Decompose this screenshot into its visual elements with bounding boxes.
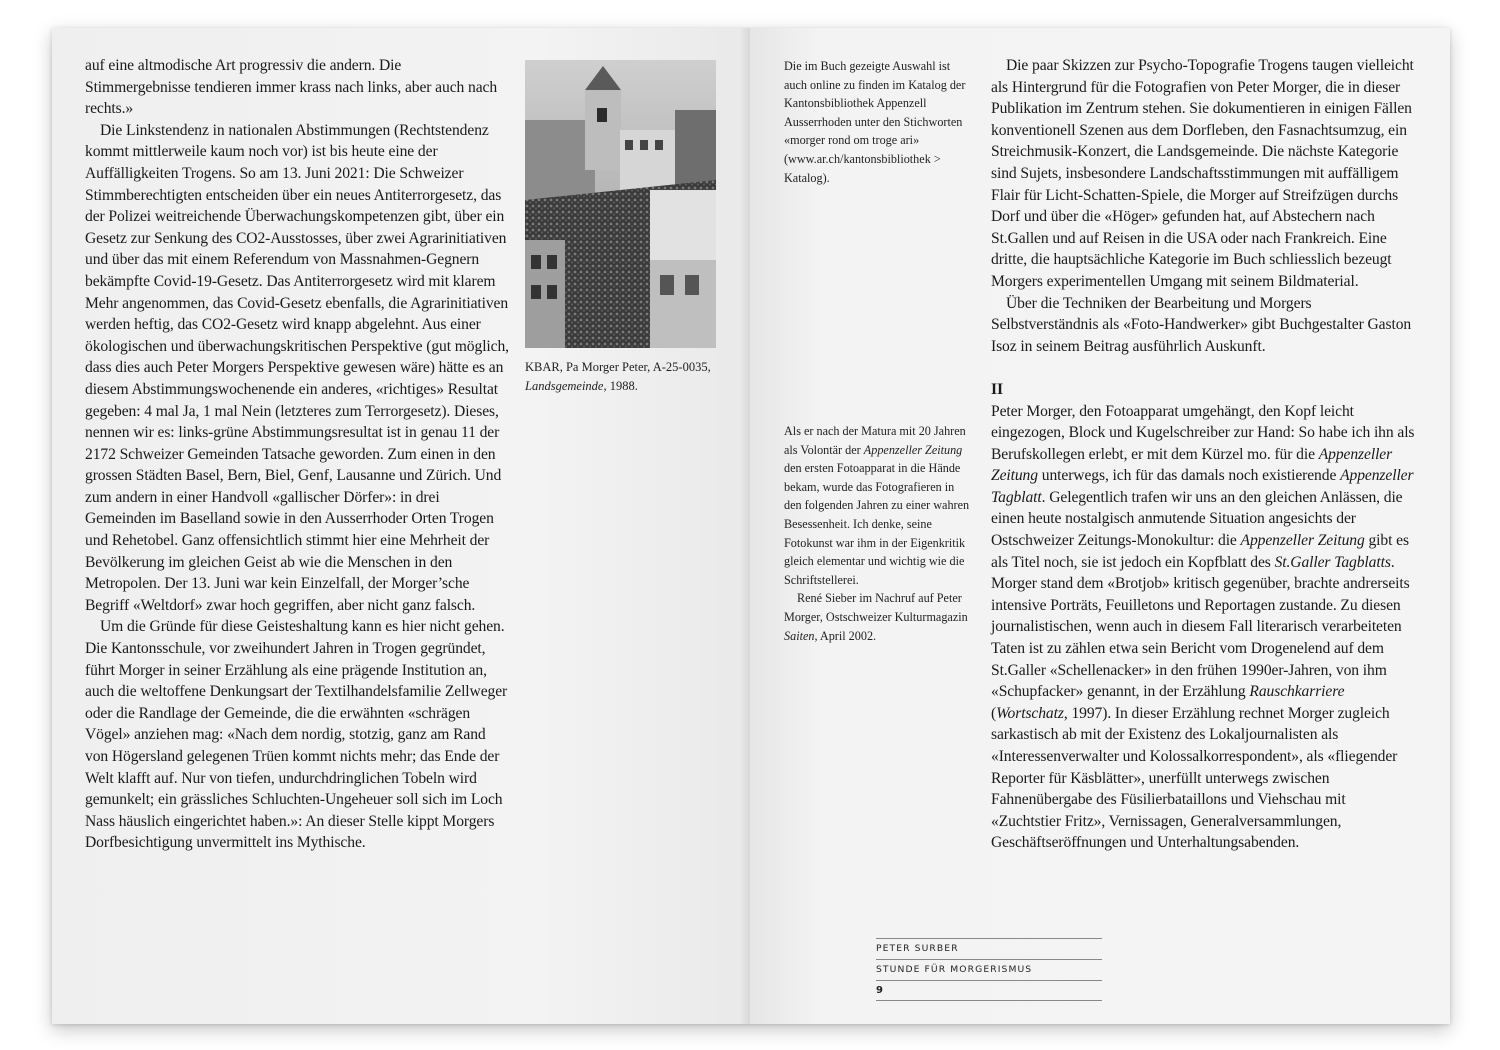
left-page	[52, 28, 750, 1024]
page-number: 9	[876, 980, 1102, 1001]
p3-text: . Gelegentlich trafen wir uns an den gleichen Anlässen, die einen heute nostalgisch anmutende Situation angesichts der Ostschweizer Zeitungs-Monokultur: die	[991, 488, 1403, 550]
side-quote-italic: Appenzeller Zeitung	[863, 442, 963, 457]
side-note-catalog	[784, 57, 974, 187]
page-footer	[876, 938, 1102, 1001]
side-quote-part: den ersten Fotoapparat in die Hände bekam, wurde das Fotografieren in den folgenden Jahren zu einer wahren Besessenheit. Ich denke, seine Fotokunst war ihm in der Eigenkritik gleich elementar und wichtig wie die Schriftstellerei.	[784, 461, 970, 587]
p3-text: unterwegs, ich für das damals noch existierende	[1037, 467, 1341, 485]
landsgemeinde-photo	[525, 60, 716, 348]
caption-title: Landsgemeinde	[525, 379, 604, 393]
p3-text: . Morger stand dem «Brotjob» kritisch gegenüber, brachte andrerseits intensive Porträts, Feuilletons und Reportagen zustande. Zu diesen journalistischen, wenn auch in diesem Fall literarisch verarbeiteten Taten ist zu zählen etwa sein Bericht vom Drogenelend auf dem St.Galler «Schellenacker» in den frühen 1990er-Jahren, von ihm «Schupfacker» genannt, in der Erzählung	[991, 553, 1410, 701]
side-quote-part: Als er nach der Matura mit 20 Jahren als Volontär der	[784, 424, 966, 457]
side-source-part: , April 2002.	[814, 628, 877, 643]
caption-archive-ref: KBAR, Pa Morger Peter, A-25-0035,	[525, 360, 711, 374]
footer-author: PETER SURBER	[876, 938, 1102, 959]
p3-italic: Appenzeller Zeitung	[991, 445, 1393, 485]
caption-year: , 1988.	[603, 379, 638, 393]
p3-italic: Appenzeller Tagblatt	[991, 467, 1414, 506]
side-quote-text	[784, 422, 974, 589]
side-quote-source	[784, 589, 974, 645]
side-source-part: René Sieber im Nachruf auf Peter Morger, Ostschweizer Kulturmagazin	[784, 591, 968, 624]
footer-title: STUNDE FÜR MORGERISMUS	[876, 959, 1102, 980]
p3-text: gibt es als Titel noch, sie ist jedoch ein Kopfblatt des	[991, 532, 1409, 571]
p3-text: Peter Morger, den Fotoapparat umgehängt, den Kopf leicht eingezogen, Block und Kugelschreiber zur Hand: So habe ich ihn als Berufskollegen erlebt, er mit dem Kürzel mo. für die	[991, 402, 1415, 463]
section-number: II	[991, 380, 1003, 398]
right-paragraph-2: Über die Techniken der Bearbeitung und Morgers Selbstverständnis als «Foto-Handwerker» gibt Buchgestalter Gaston Isoz in seinem Beitrag ausführlich Auskunft.	[991, 294, 1412, 355]
side-source-italic: Saiten	[784, 628, 815, 643]
p3-italic: Appenzeller Zeitung	[1240, 532, 1365, 550]
side-note-catalog-text: Die im Buch gezeigte Auswahl ist auch online zu finden im Katalog der Kantonsbibliothek Appenzell Ausserrhoden unter den Stichworten «morger rond om troge ari» (www.ar.ch/kantonsbibliothek > Katalog).	[784, 59, 966, 185]
photo-caption	[525, 358, 735, 396]
p3-italic: St.Galler Tagblatts	[1274, 553, 1391, 571]
left-body-text	[85, 55, 510, 854]
right-paragraph-3	[991, 401, 1416, 854]
p3-italic: Rauschkarriere	[1249, 683, 1345, 701]
side-note-quote	[784, 422, 974, 645]
left-paragraph-1: auf eine altmodische Art progressiv die andern. Die Stimmergebnisse tendieren immer krass nach links, aber auch nach rechts.»	[85, 57, 498, 118]
left-paragraph-3: Um die Gründe für diese Geisteshaltung kann es hier nicht gehen. Die Kantonsschule, vor zweihundert Jahren in Trogen gegründet, führt Morger in seiner Erzählung als eine prägende Institution an, auch die weltoffene Denkungsart der Textilhandelsfamilie Zellweger oder die Randlage der Gemeinde, die die erwähnten «schrägen Vögel» anziehen mag: «Nach dem nordig, stotzig, ganz am Rand von Högersland gelegenen Trüen kommt nichts mehr; das Ende der Welt klafft auf. Nur von tiefen, undurchdringlichen Tobeln wird gemunkelt; ein grässliches Schluchten-Ungeheuer soll sich im Loch Nass häuslich eingerichtet haben.»: An dieser Stelle kippt Morgers Dorfbesichtigung unvermittelt ins Mythische.	[85, 618, 508, 852]
right-body-text	[991, 55, 1416, 854]
right-page	[750, 28, 1450, 1024]
left-paragraph-2: Die Linkstendenz in nationalen Abstimmungen (Rechtstendenz kommt mittlerweile kaum noch vor) ist bis heute eine der Auffälligkeiten Trogens. So am 13. Juni 2021: Die Schweizer Stimmberechtigten entscheiden über ein neues Antiterrorgesetz, das der Polizei weitreichende Überwachungskompetenzen gibt, über ein Gesetz zur Senkung des CO2-Ausstosses, über zwei Agrarinitiativen und über das mit einem Referendum von Massnahmen-Gegnern bekämpfte Covid-19-Gesetz. Das Antiterrorgesetz wird mit klarem Mehr angenommen, das Covid-Gesetz ebenfalls, die Agrarinitiativen werden heftig, das CO2-Gesetz wird knapp abgelehnt. Aus einer ökologischen und überwachungskritischen Perspektive (gut möglich, dass dies auch Peter Morgers Perspektive gewesen wäre) hätte es an diesem Abstimmungswochenende ein anderes, «richtiges» Resultat gegeben: 4 mal Ja, 1 mal Nein (letzteres zum Terrorgesetz). Dieses, nennen wir es: links-grüne Abstimmungsresultat ist in genau 11 der 2172 Schweizer Gemeinden Tatsache geworden. Zum einen in den grossen Städten Basel, Bern, Biel, Genf, Lausanne und Zürich. Und zum andern in einer Handvoll «gallischer Dörfer»: in drei Gemeinden im Baselland sowie in den Ausserrhoder Orten Trogen und Rehetobel. Ganz offensichtlich stimmt hier eine Mehrheit der Bevölkerung im gleichen Geist ab wie die Menschen in den Metropolen. Der 13. Juni war kein Einzelfall, der Morger’sche Begriff «Weltdorf» zwar hoch gegriffen, aber nicht ganz falsch.	[85, 121, 509, 614]
p3-text: , 1997). In dieser Erzählung rechnet Morger zugleich sarkastisch ab mit der Existenz des Lokaljournalisten als «Interessenverwalter und Kolossalkorrespondent», als «fliegender Reporter für Käsblätter», unerfüllt unterwegs zwischen Fahnenübergabe des Füsilierbataillons und Viehschau mit «Zuchtstier Fritz», Vernissagen, Generalversammlungen, Geschäftseröffnungen und Unterhaltungsabenden.	[991, 704, 1398, 852]
p3-italic: Wortschatz	[996, 704, 1064, 722]
right-paragraph-1: Die paar Skizzen zur Psycho-Topografie Trogens taugen vielleicht als Hintergrund für die Fotografien von Peter Morger, die in dieser Publikation im Zentrum stehen. Sie dokumentieren in einigen Fällen konventionell Szenen aus dem Dorfleben, den Fasnachtsumzug, ein Streichmusik-Konzert, die Landsgemeinde. Die nächste Kategorie sind Sujets, insbesondere Landschaftsstimmungen mit auffälligem Flair für Licht-Schatten-Spiele, die Morger auf Streifzügen durchs Dorf und über die «Höger» gefunden hat, auf Abstechern nach St.Gallen und auf Reisen in die USA oder nach Frankreich. Eine dritte, die hauptsächliche Kategorie im Buch schliesslich bezeugt Morgers experimentellen Umgang mit seinem Bildmaterial.	[991, 57, 1414, 290]
p3-text: (	[991, 704, 997, 722]
